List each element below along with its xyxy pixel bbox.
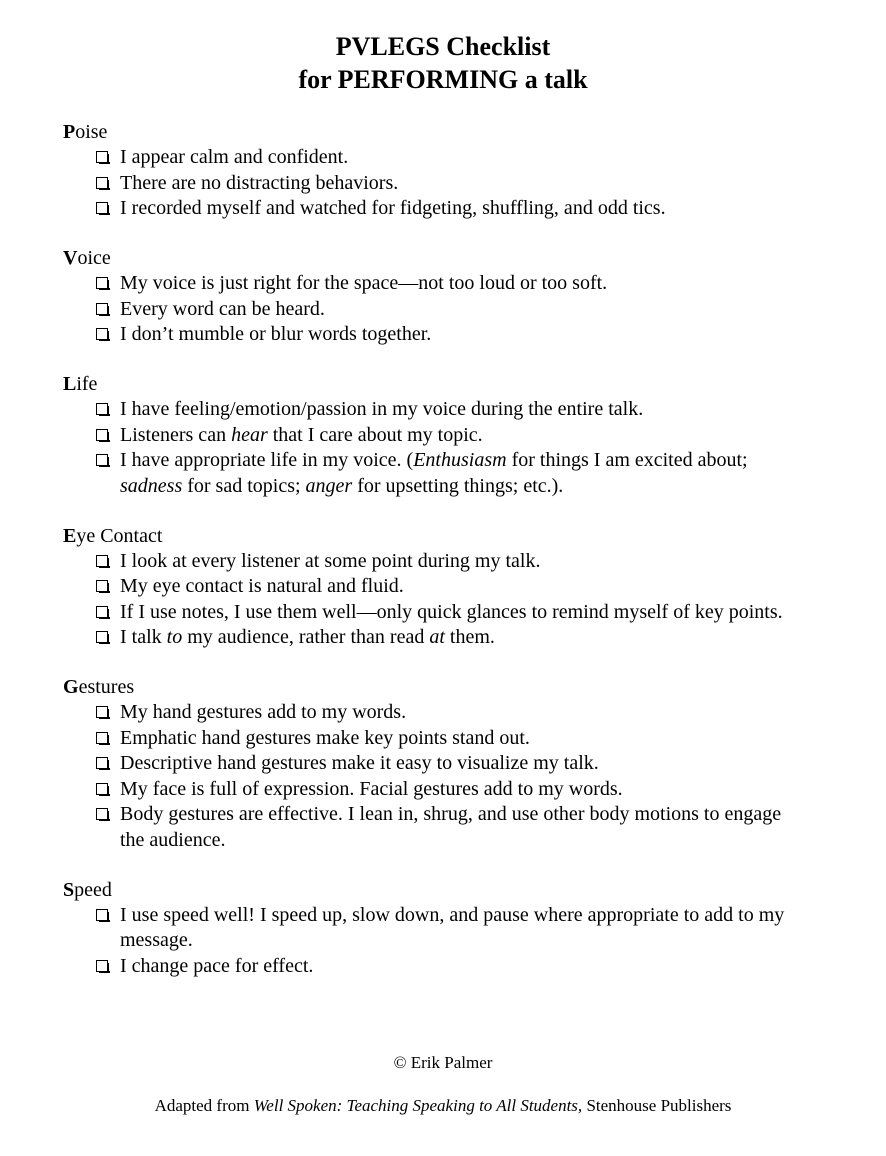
item-text: I have appropriate life in my voice. ( xyxy=(120,449,414,471)
checkbox-icon[interactable] xyxy=(96,580,108,592)
checkbox-icon[interactable] xyxy=(96,909,108,921)
checkbox-icon[interactable] xyxy=(96,328,108,340)
publisher-name: Stenhouse Publishers xyxy=(582,1096,732,1115)
item-text: I appear calm and confident. xyxy=(120,146,349,168)
checklist-item xyxy=(96,777,806,803)
section-poise xyxy=(63,120,806,222)
item-text: my audience, rather than read xyxy=(182,626,430,648)
title-line-2: for PERFORMING a talk xyxy=(298,65,588,94)
emphasis-text: Enthusiasm xyxy=(413,449,507,471)
item-text: I recorded myself and watched for fidgeting, shuffling, and odd tics. xyxy=(120,197,666,219)
item-text: I look at every listener at some point during my talk. xyxy=(120,549,541,572)
attribution-prefix: Adapted from xyxy=(154,1096,254,1115)
checkbox-icon[interactable] xyxy=(96,277,108,289)
section-eye-contact xyxy=(63,524,806,651)
checklist-item xyxy=(96,549,806,575)
item-text: I don’t mumble or blur words together. xyxy=(120,323,432,345)
section-speed xyxy=(63,878,806,980)
checkbox-icon[interactable] xyxy=(96,783,108,795)
checkbox-icon[interactable] xyxy=(96,960,108,972)
section-initial: S xyxy=(63,878,75,901)
item-text: Every word can be heard. xyxy=(120,297,325,320)
checklist-items xyxy=(63,145,806,222)
checklist-item xyxy=(96,322,806,348)
checklist-items xyxy=(63,700,806,853)
emphasis-text: anger xyxy=(305,474,353,497)
checklist-item xyxy=(96,954,806,980)
section-initial: V xyxy=(63,247,78,269)
item-text: Emphatic hand gestures make key points stand out. xyxy=(120,726,530,749)
checklist-item xyxy=(96,903,806,954)
section-initial: L xyxy=(63,373,77,395)
checklist-items xyxy=(63,271,806,348)
checkbox-icon[interactable] xyxy=(96,403,108,415)
item-text: them. xyxy=(444,626,495,648)
checkbox-icon[interactable] xyxy=(96,202,108,214)
item-text: for things I am excited about; xyxy=(506,449,748,471)
section-heading-rest: estures xyxy=(78,676,135,698)
section-life xyxy=(63,372,806,499)
checklist-item xyxy=(96,700,806,726)
emphasis-text: hear xyxy=(231,423,268,446)
checklist-item xyxy=(96,145,806,171)
item-text: for sad topics; xyxy=(182,474,306,497)
section-initial: P xyxy=(63,121,76,143)
checklist-item xyxy=(96,726,806,752)
section-heading-rest: oise xyxy=(75,121,108,143)
section-heading xyxy=(63,372,806,397)
item-text: I talk xyxy=(120,626,167,648)
checklist-item xyxy=(96,297,806,323)
section-heading-rest: ife xyxy=(76,373,98,395)
checkbox-icon[interactable] xyxy=(96,177,108,189)
section-heading xyxy=(63,675,806,700)
checklist-item xyxy=(96,448,806,499)
checkbox-icon[interactable] xyxy=(96,631,108,643)
checkbox-icon[interactable] xyxy=(96,303,108,315)
item-text: Body gestures are effective. I lean in, shrug, and use other body motions to engage the audience. xyxy=(120,803,782,851)
item-text: for upsetting things; etc.). xyxy=(352,474,564,497)
checklist-item xyxy=(96,397,806,423)
checklist-sections xyxy=(63,120,806,1004)
item-text: If I use notes, I use them well—only quick glances to remind myself of key points. xyxy=(120,600,783,623)
checklist-item xyxy=(96,751,806,777)
checklist-item xyxy=(96,423,806,449)
checklist-items xyxy=(63,397,806,499)
item-text: My hand gestures add to my words. xyxy=(120,701,407,723)
section-heading xyxy=(63,878,806,903)
item-text: I use speed well! I speed up, slow down, and pause where appropriate to add to my message. xyxy=(120,903,785,951)
checklist-items xyxy=(63,903,806,980)
section-gestures xyxy=(63,675,806,853)
checkbox-icon[interactable] xyxy=(96,808,108,820)
emphasis-text: to xyxy=(166,626,183,648)
item-text: My eye contact is natural and fluid. xyxy=(120,575,404,597)
checklist-item xyxy=(96,625,806,651)
checkbox-icon[interactable] xyxy=(96,429,108,441)
section-heading-rest: ye Contact xyxy=(76,524,163,547)
page-title xyxy=(0,30,886,96)
item-text: Descriptive hand gestures make it easy to visualize my talk. xyxy=(120,752,599,774)
section-initial: G xyxy=(63,676,79,698)
item-text: My face is full of expression. Facial gestures add to my words. xyxy=(120,777,623,800)
checklist-item xyxy=(96,196,806,222)
checkbox-icon[interactable] xyxy=(96,706,108,718)
checkbox-icon[interactable] xyxy=(96,454,108,466)
checklist-item xyxy=(96,574,806,600)
copyright-notice: © Erik Palmer xyxy=(393,1053,493,1072)
section-heading xyxy=(63,524,806,549)
checkbox-icon[interactable] xyxy=(96,757,108,769)
checklist-item xyxy=(96,271,806,297)
item-text: Listeners can xyxy=(120,423,232,446)
item-text: I have feeling/emotion/passion in my voice during the entire talk. xyxy=(120,398,644,420)
section-heading xyxy=(63,120,806,145)
section-heading xyxy=(63,246,806,271)
section-heading-rest: oice xyxy=(77,247,111,269)
item-text: that I care about my topic. xyxy=(267,423,483,446)
book-title: Well Spoken: Teaching Speaking to All Students, xyxy=(253,1096,583,1115)
title-line-1: PVLEGS Checklist xyxy=(335,32,551,61)
source-attribution xyxy=(0,1095,886,1117)
item-text: There are no distracting behaviors. xyxy=(120,171,399,194)
section-initial: E xyxy=(63,524,77,547)
item-text: I change pace for effect. xyxy=(120,954,314,977)
checkbox-icon[interactable] xyxy=(96,151,108,163)
emphasis-text: sadness xyxy=(120,474,183,497)
checklist-item xyxy=(96,802,806,853)
checklist-item xyxy=(96,171,806,197)
checkbox-icon[interactable] xyxy=(96,732,108,744)
section-heading-rest: peed xyxy=(74,878,112,901)
item-text: My voice is just right for the space—not too loud or too soft. xyxy=(120,272,608,294)
checkbox-icon[interactable] xyxy=(96,555,108,567)
checkbox-icon[interactable] xyxy=(96,606,108,618)
emphasis-text: at xyxy=(429,626,445,648)
section-voice xyxy=(63,246,806,348)
checklist-items xyxy=(63,549,806,651)
checklist-item xyxy=(96,600,806,626)
